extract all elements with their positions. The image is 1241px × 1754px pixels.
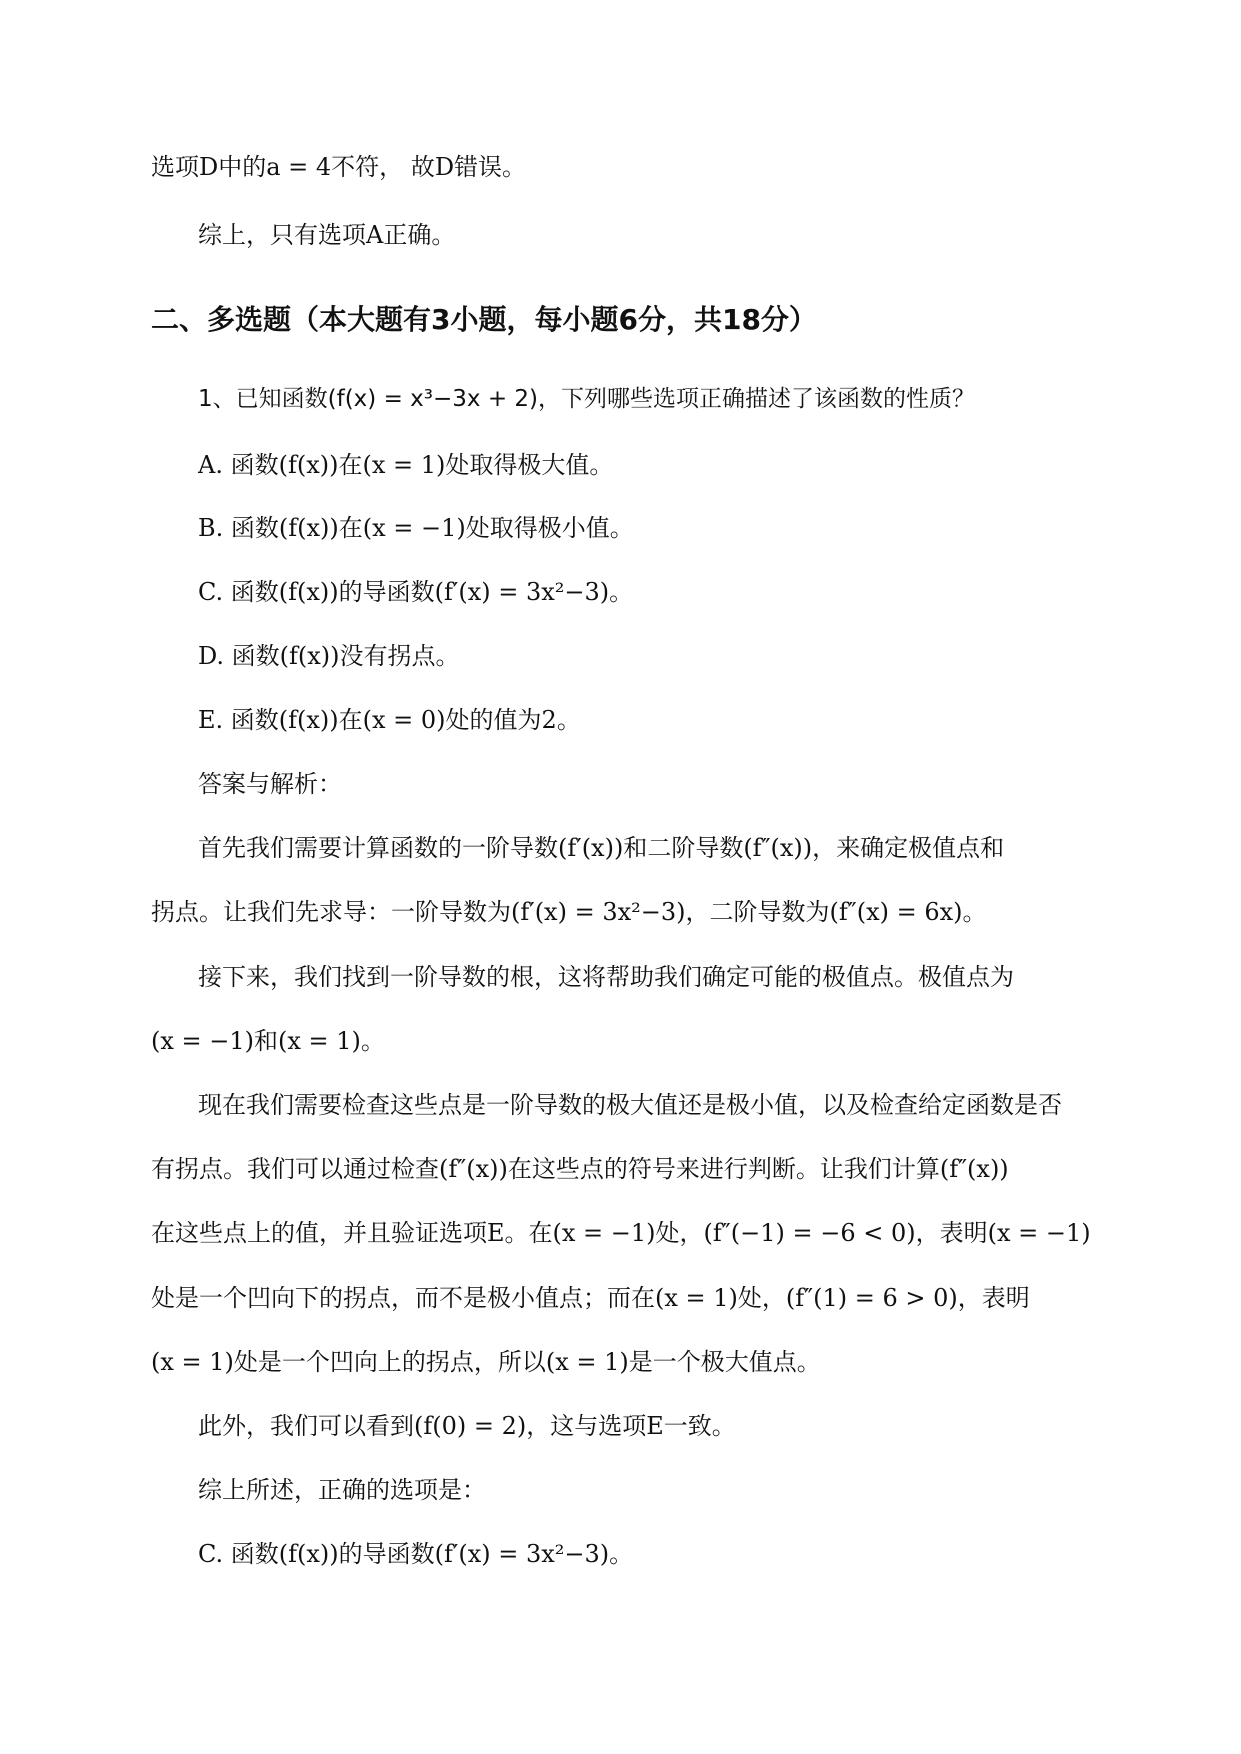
analysis-paragraph-4: 此外，我们可以看到(f(0) = 2)，这与选项E一致。 (198, 1412, 736, 1440)
answer-heading: 答案与解析： (198, 770, 342, 798)
analysis-paragraph-3-line-3: 在这些点上的值，并且验证选项E。在(x = −1)处，(f″(−1) = −6 < 0)，表明(x = −1) (151, 1219, 1091, 1247)
final-correct-option: C. 函数(f(x))的导函数(f′(x) = 3x²−3)。 (198, 1540, 634, 1568)
question-1-option-a: A. 函数(f(x))在(x = 1)处取得极大值。 (198, 451, 614, 479)
text-line-option-d-conclusion: 选项D中的a = 4不符， 故D错误。 (151, 153, 527, 181)
analysis-paragraph-1-line-2: 拐点。让我们先求导：一阶导数为(f′(x) = 3x²−3)，二阶导数为(f″(x) = 6x)。 (151, 898, 987, 926)
analysis-paragraph-3-line-5: (x = 1)处是一个凹向上的拐点，所以(x = 1)是一个极大值点。 (151, 1348, 821, 1376)
analysis-paragraph-2-line-1: 接下来，我们找到一阶导数的根，这将帮助我们确定可能的极值点。极值点为 (198, 963, 1014, 991)
section-heading-multiple-choice: 二、多选题（本大题有3小题，每小题6分，共18分） (151, 303, 817, 336)
analysis-paragraph-2-line-2: (x = −1)和(x = 1)。 (151, 1027, 385, 1055)
analysis-paragraph-1-line-1: 首先我们需要计算函数的一阶导数(f′(x))和二阶导数(f″(x))，来确定极值点和 (198, 834, 1005, 862)
question-1-option-b: B. 函数(f(x))在(x = −1)处取得极小值。 (198, 514, 634, 542)
question-1-option-d: D. 函数(f(x))没有拐点。 (198, 642, 460, 670)
question-1-option-c: C. 函数(f(x))的导函数(f′(x) = 3x²−3)。 (198, 578, 634, 606)
question-1-option-e: E. 函数(f(x))在(x = 0)处的值为2。 (198, 706, 581, 734)
analysis-paragraph-3-line-1: 现在我们需要检查这些点是一阶导数的极大值还是极小值，以及检查给定函数是否 (198, 1091, 1062, 1119)
analysis-paragraph-3-line-4: 处是一个凹向下的拐点，而不是极小值点；而在(x = 1)处，(f″(1) = 6 > 0)，表明 (151, 1284, 1030, 1312)
final-summary-label: 综上所述，正确的选项是： (198, 1476, 486, 1504)
question-1-stem: 1、已知函数(f(x) = x³−3x + 2)，下列哪些选项正确描述了该函数的性质？ (198, 386, 976, 412)
analysis-paragraph-3-line-2: 有拐点。我们可以通过检查(f″(x))在这些点的符号来进行判断。让我们计算(f″(x)) (151, 1155, 1009, 1183)
text-line-summary-a: 综上，只有选项A正确。 (198, 221, 456, 249)
